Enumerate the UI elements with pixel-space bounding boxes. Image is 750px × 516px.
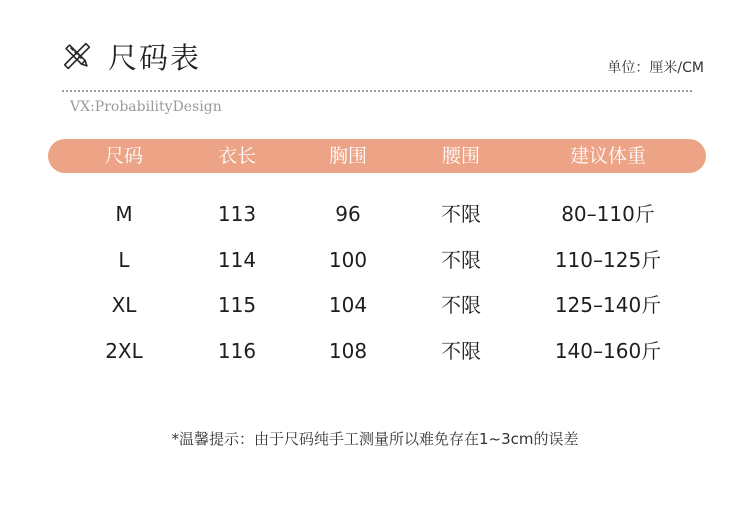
row4-size: 2XL [105,339,143,363]
row1-length: 113 [217,202,257,226]
header-length: 衣长 [217,145,257,167]
ruler-pencil-icon [62,41,92,71]
page-title: 尺码表 [108,40,202,75]
row2-chest: 100 [328,248,368,272]
header-waist: 腰围 [441,145,481,167]
measurement-note: *温馨提示：由于尺码纯手工测量所以难免存在1~3cm的误差 [171,430,579,448]
row2-weight: 110–125斤 [554,248,662,272]
row3-chest: 104 [328,293,368,317]
row2-length: 114 [217,248,257,272]
title-row [62,36,201,76]
row4-waist: 不限 [441,339,481,363]
row2-waist: 不限 [441,248,481,272]
header-chest: 胸围 [328,145,368,167]
row4-length: 116 [217,339,257,363]
table-header [48,139,706,173]
dotted-divider [62,90,692,92]
row3-length: 115 [217,293,257,317]
row3-waist: 不限 [441,293,481,317]
row4-chest: 108 [328,339,368,363]
credit-text: VX:ProbabilityDesign [70,99,222,115]
row4-weight: 140–160斤 [554,339,662,363]
row2-size: L [118,248,130,272]
row1-chest: 96 [335,202,361,226]
row1-size: M [115,202,133,226]
header-weight: 建议体重 [569,145,647,167]
row1-weight: 80–110斤 [561,202,655,226]
row3-weight: 125–140斤 [554,293,662,317]
row1-waist: 不限 [441,202,481,226]
header-size: 尺码 [104,145,144,167]
unit-label: 单位：厘米/CM [607,60,704,76]
row3-size: XL [111,293,137,317]
